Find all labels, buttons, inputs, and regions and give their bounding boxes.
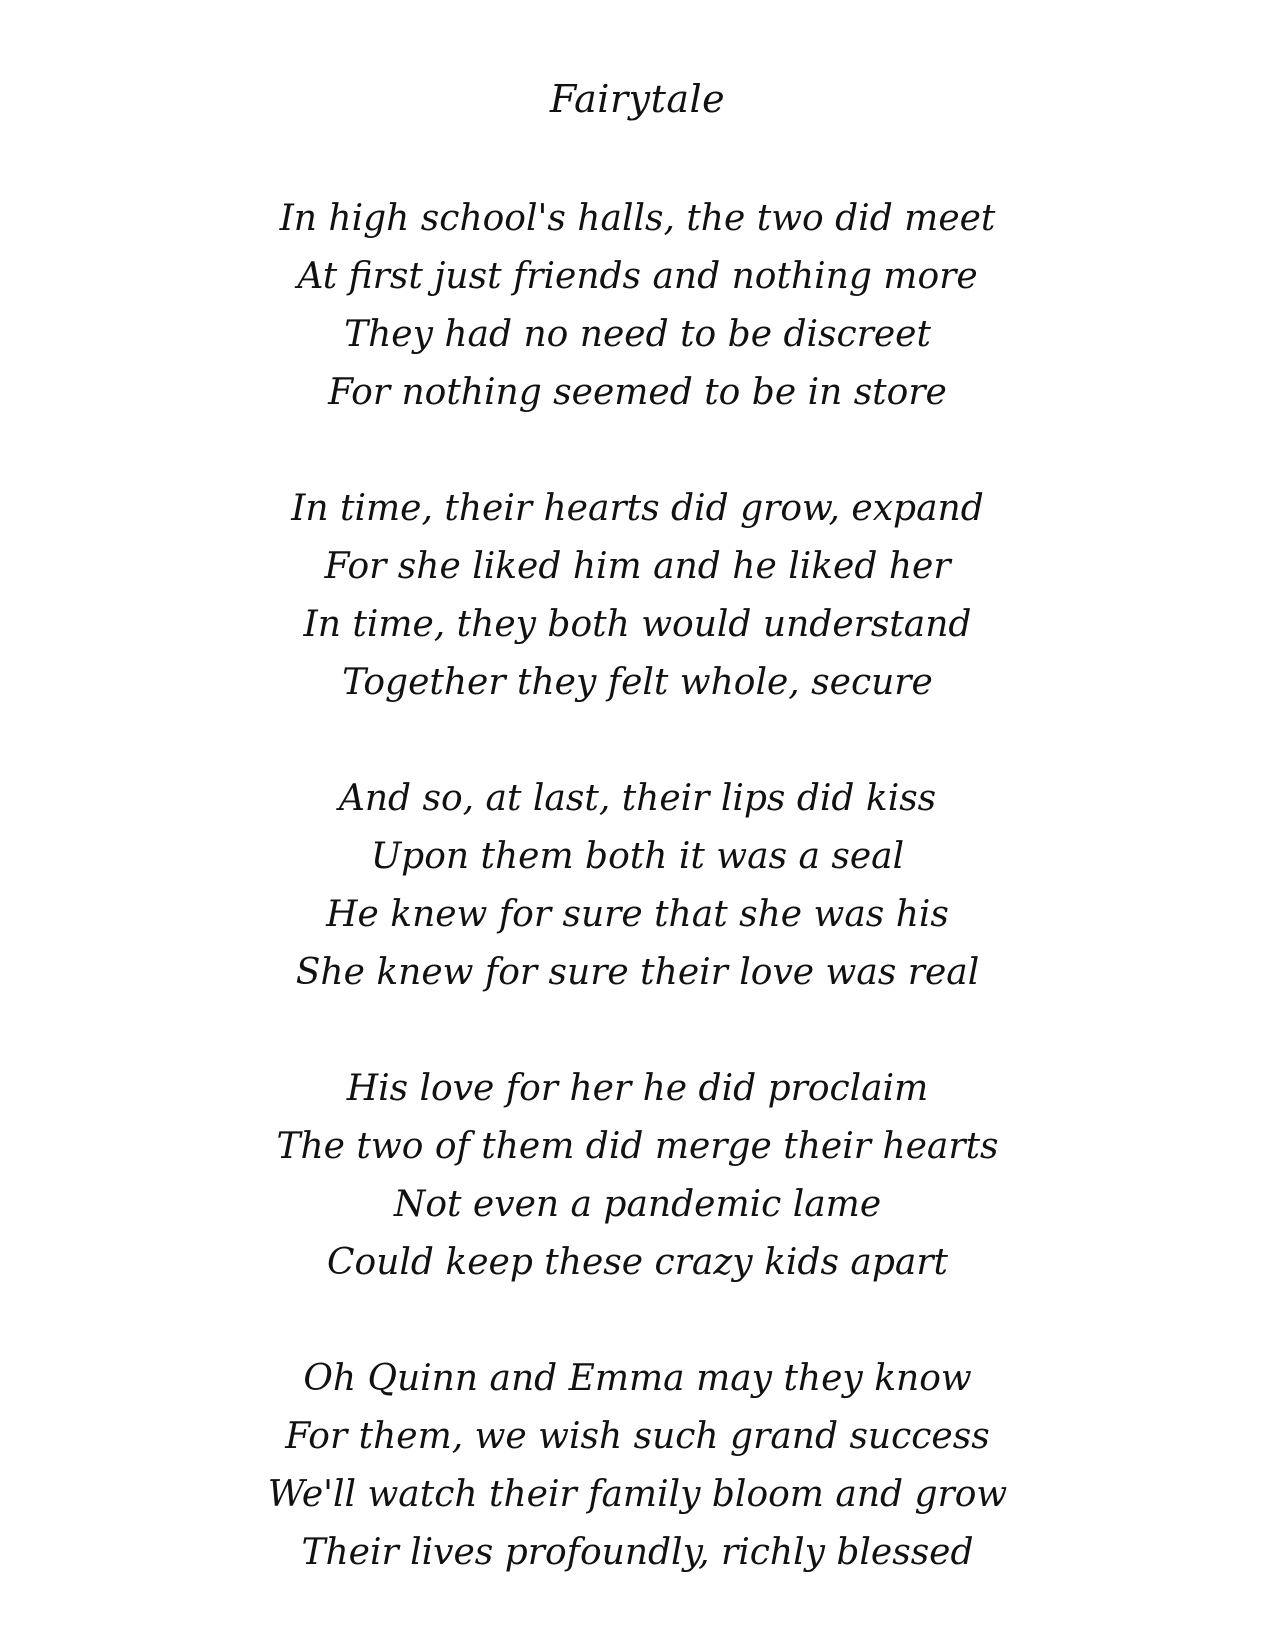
poem-line: For nothing seemed to be in store bbox=[328, 372, 947, 413]
poem-body bbox=[0, 190, 1275, 1640]
poem-title: Fairytale bbox=[549, 77, 726, 121]
stanza-1 bbox=[0, 190, 1275, 422]
poem-line: We'll watch their family bloom and grow bbox=[267, 1474, 1008, 1515]
poem-line: And so, at last, their lips did kiss bbox=[338, 778, 937, 819]
poem-line: Could keep these crazy kids apart bbox=[326, 1242, 949, 1283]
poem-line: For them, we wish such grand success bbox=[285, 1416, 990, 1457]
poem-line: Not even a pandemic lame bbox=[393, 1184, 882, 1225]
poem-line: His love for her he did proclaim bbox=[346, 1068, 929, 1109]
poem-line: Together they felt whole, secure bbox=[342, 662, 933, 703]
poem-line: In time, they both would understand bbox=[303, 604, 972, 645]
poem-line: He knew for sure that she was his bbox=[326, 894, 949, 935]
poem-line: For she liked him and he liked her bbox=[324, 546, 951, 587]
stanza-3 bbox=[0, 770, 1275, 1002]
poem-line: At first just friends and nothing more bbox=[297, 256, 978, 297]
poem-line: Oh Quinn and Emma may they know bbox=[303, 1358, 972, 1399]
poem-line: In high school's halls, the two did meet bbox=[279, 198, 996, 239]
poem-line: In time, their hearts did grow, expand bbox=[291, 488, 984, 529]
poem-line: She knew for sure their love was real bbox=[295, 952, 980, 993]
poem-line: The two of them did merge their hearts bbox=[276, 1126, 999, 1167]
poem-line: Their lives profoundly, richly blessed bbox=[301, 1532, 974, 1573]
poem-line: They had no need to be discreet bbox=[344, 314, 931, 355]
stanza-4 bbox=[0, 1060, 1275, 1292]
poem-line: Upon them both it was a seal bbox=[370, 836, 905, 877]
stanza-2 bbox=[0, 480, 1275, 712]
stanza-5 bbox=[0, 1350, 1275, 1582]
